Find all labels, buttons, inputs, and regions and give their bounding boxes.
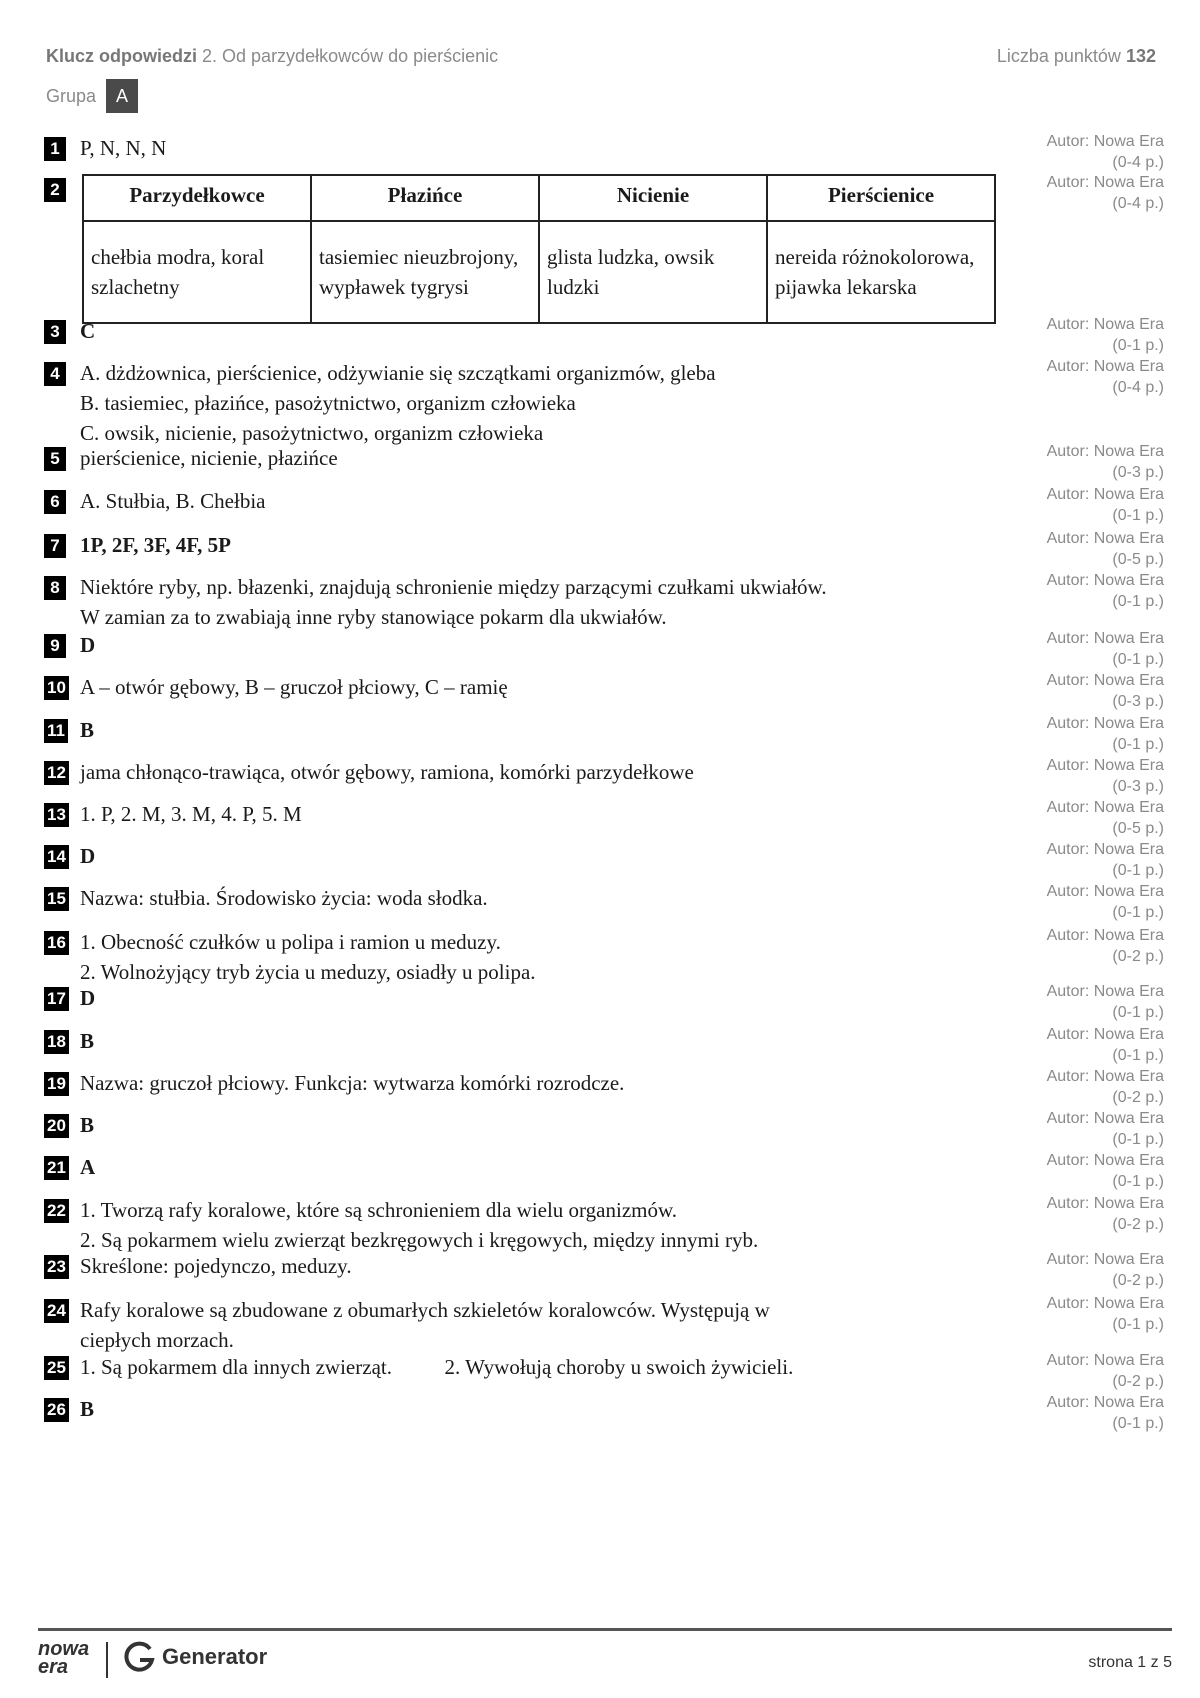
- author-points-meta: [964, 839, 1164, 881]
- table-header-cell: Parzydełkowce: [83, 175, 311, 221]
- answer-line: A. dżdżownica, pierścienice, odżywianie się szczątkami organizmów, gleba: [80, 361, 716, 385]
- answer-line: 1. Tworzą rafy koralowe, które są schronieniem dla wielu organizmów.: [80, 1198, 678, 1222]
- author-label: Autor: Nowa Era: [1046, 672, 1164, 689]
- answer-line: C. owsik, nicienie, pasożytnictwo, organizm człowieka: [80, 421, 544, 445]
- answer-text: [80, 1195, 1030, 1255]
- author-points-meta: [964, 570, 1164, 612]
- author-points-meta: [964, 881, 1164, 923]
- points-range: (0-3 p.): [1112, 464, 1164, 481]
- logo-era-text: era: [38, 1656, 69, 1678]
- title-key-label: Klucz odpowiedzi: [46, 46, 197, 66]
- question-number-badge: 20: [44, 1114, 69, 1138]
- author-label: Autor: Nowa Era: [1046, 1251, 1164, 1268]
- author-points-meta: [964, 1249, 1164, 1291]
- table-header-cell: Płazińce: [311, 175, 539, 221]
- author-label: Autor: Nowa Era: [1046, 1026, 1164, 1043]
- answer-line: A – otwór gębowy, B – gruczoł płciowy, C – ramię: [80, 675, 508, 699]
- author-points-meta: [964, 172, 1164, 214]
- answer-line: P, N, N, N: [80, 136, 167, 160]
- points-total: [997, 46, 1156, 67]
- question-number-badge: 24: [44, 1299, 69, 1323]
- table-cell: chełbia modra, koral szlachetny: [83, 221, 311, 323]
- author-label: Autor: Nowa Era: [1046, 799, 1164, 816]
- author-label: Autor: Nowa Era: [1046, 983, 1164, 1000]
- logo-separator: [106, 1642, 108, 1678]
- answer-text: [80, 1110, 1030, 1140]
- author-points-meta: [964, 797, 1164, 839]
- question-number-badge: 2: [44, 178, 66, 202]
- question-number-badge: 18: [44, 1030, 69, 1054]
- question-number-badge: 4: [44, 362, 66, 386]
- answer-text: [80, 757, 1030, 787]
- author-label: Autor: Nowa Era: [1046, 358, 1164, 375]
- points-range: (0-1 p.): [1112, 1415, 1164, 1432]
- answer-text: [80, 530, 1030, 560]
- points-range: (0-3 p.): [1112, 693, 1164, 710]
- author-label: Autor: Nowa Era: [1046, 1152, 1164, 1169]
- author-label: Autor: Nowa Era: [1046, 133, 1164, 150]
- author-label: Autor: Nowa Era: [1046, 1295, 1164, 1312]
- generator-text: Generator: [162, 1644, 268, 1669]
- author-label: Autor: Nowa Era: [1046, 1068, 1164, 1085]
- answer-text: [80, 715, 1030, 745]
- answer-line: B: [80, 1397, 95, 1421]
- question-number-badge: 26: [44, 1398, 69, 1422]
- table-header-cell: Nicienie: [539, 175, 767, 221]
- answer-text: [80, 316, 1030, 346]
- footer-divider: [38, 1628, 1172, 1631]
- answer-line: B: [80, 1029, 95, 1053]
- points-range: (0-2 p.): [1112, 1272, 1164, 1289]
- points-range: (0-4 p.): [1112, 195, 1164, 212]
- question-number-badge: 17: [44, 987, 69, 1011]
- points-range: (0-1 p.): [1112, 1316, 1164, 1333]
- author-points-meta: [964, 755, 1164, 797]
- answer-line: A. Stułbia, B. Chełbia: [80, 489, 266, 513]
- points-range: (0-5 p.): [1112, 551, 1164, 568]
- answer-text: [80, 1295, 1030, 1355]
- points-range: (0-3 p.): [1112, 778, 1164, 795]
- question-number-badge: 5: [44, 447, 66, 471]
- answer-line: Nazwa: stułbia. Środowisko życia: woda słodka.: [80, 886, 488, 910]
- question-number-badge: 21: [44, 1156, 69, 1180]
- author-label: Autor: Nowa Era: [1046, 883, 1164, 900]
- author-points-meta: [964, 314, 1164, 356]
- author-label: Autor: Nowa Era: [1046, 1352, 1164, 1369]
- answer-line: Nazwa: gruczoł płciowy. Funkcja: wytwarza komórki rozrodcze.: [80, 1071, 625, 1095]
- author-points-meta: [964, 628, 1164, 670]
- group-badge: A: [106, 79, 138, 113]
- answer-text: [80, 1152, 1030, 1182]
- group-indicator: [46, 79, 1156, 113]
- answer-text: [80, 799, 1030, 829]
- author-points-meta: [964, 528, 1164, 570]
- answer-text: [80, 1068, 1030, 1098]
- document-header: [46, 46, 1156, 113]
- author-label: Autor: Nowa Era: [1046, 841, 1164, 858]
- author-label: Autor: Nowa Era: [1046, 757, 1164, 774]
- answer-line: 1. Są pokarmem dla innych zwierząt. 2. Wywołują choroby u swoich żywicieli.: [80, 1355, 794, 1379]
- answer-line: pierścienice, nicienie, płazińce: [80, 446, 338, 470]
- points-range: (0-2 p.): [1112, 1089, 1164, 1106]
- answer-line: 1. Obecność czułków u polipa i ramion u meduzy.: [80, 930, 501, 954]
- title-topic: 2. Od parzydełkowców do pierścienic: [202, 46, 499, 66]
- author-label: Autor: Nowa Era: [1046, 572, 1164, 589]
- page-number: strona 1 z 5: [1088, 1654, 1172, 1671]
- points-range: (0-1 p.): [1112, 593, 1164, 610]
- answer-line: jama chłonąco-trawiąca, otwór gębowy, ramiona, komórki parzydełkowe: [80, 760, 694, 784]
- author-points-meta: [964, 713, 1164, 755]
- author-label: Autor: Nowa Era: [1046, 927, 1164, 944]
- answer-text: [80, 1251, 1030, 1281]
- answer-text: [80, 133, 1030, 163]
- answer-line: Rafy koralowe są zbudowane z obumarłych szkieletów koralowców. Występują w: [80, 1298, 770, 1322]
- question-number-badge: 7: [44, 534, 66, 558]
- author-label: Autor: Nowa Era: [1046, 1110, 1164, 1127]
- author-points-meta: [964, 670, 1164, 712]
- answer-line: 2. Wolnożyjący tryb życia u meduzy, osiadły u polipa.: [80, 960, 536, 984]
- answer-line: D: [80, 844, 96, 868]
- answer-text: [80, 983, 1030, 1013]
- points-range: (0-1 p.): [1112, 337, 1164, 354]
- document-title: [46, 46, 1156, 67]
- points-range: (0-2 p.): [1112, 1373, 1164, 1390]
- answer-text: [80, 841, 1030, 871]
- question-number-badge: 23: [44, 1255, 69, 1279]
- points-range: (0-1 p.): [1112, 1047, 1164, 1064]
- answer-line: 1. P, 2. M, 3. M, 4. P, 5. M: [80, 802, 302, 826]
- answer-line: W zamian za to zwabiają inne ryby stanowiące pokarm dla ukwiałów.: [80, 605, 667, 629]
- table-cell: tasiemiec nieuzbrojony, wypławek tygrysi: [311, 221, 539, 323]
- author-points-meta: [964, 1024, 1164, 1066]
- answer-text: [80, 1352, 1030, 1382]
- question-number-badge: 16: [44, 931, 69, 955]
- points-range: (0-1 p.): [1112, 736, 1164, 753]
- generator-logo: [122, 1640, 267, 1674]
- answer-text: [80, 486, 1030, 516]
- points-range: (0-1 p.): [1112, 1173, 1164, 1190]
- question-number-badge: 11: [44, 719, 68, 743]
- answer-text: [80, 1026, 1030, 1056]
- answer-line: Niektóre ryby, np. błazenki, znajdują schronienie między parzącymi czułkami ukwiałów.: [80, 575, 827, 599]
- logo-nowa-text: nowa: [38, 1638, 90, 1660]
- author-points-meta: [964, 484, 1164, 526]
- author-label: Autor: Nowa Era: [1046, 486, 1164, 503]
- answer-text: [80, 672, 1030, 702]
- points-range: (0-2 p.): [1112, 948, 1164, 965]
- points-range: (0-5 p.): [1112, 820, 1164, 837]
- author-label: Autor: Nowa Era: [1046, 316, 1164, 333]
- footer: [38, 1640, 1172, 1690]
- author-points-meta: [964, 1392, 1164, 1434]
- group-label: Grupa: [46, 85, 97, 106]
- answer-text: [80, 630, 1030, 660]
- question-number-badge: 19: [44, 1072, 69, 1096]
- points-range: (0-1 p.): [1112, 651, 1164, 668]
- table-cell: glista ludzka, owsik ludzki: [539, 221, 767, 323]
- author-label: Autor: Nowa Era: [1046, 174, 1164, 191]
- answer-line: B: [80, 718, 95, 742]
- points-range: (0-1 p.): [1112, 904, 1164, 921]
- author-points-meta: [964, 1150, 1164, 1192]
- answer-text: [80, 443, 1030, 473]
- answer-text: [80, 927, 1030, 987]
- answer-line: C: [80, 319, 96, 343]
- nowa-era-logo: [38, 1640, 89, 1676]
- author-points-meta: [964, 356, 1164, 398]
- question-number-badge: 15: [44, 887, 69, 911]
- author-points-meta: [964, 981, 1164, 1023]
- author-label: Autor: Nowa Era: [1046, 715, 1164, 732]
- points-range: (0-4 p.): [1112, 379, 1164, 396]
- author-label: Autor: Nowa Era: [1046, 1195, 1164, 1212]
- question-number-badge: 10: [44, 676, 69, 700]
- generator-g-icon: [122, 1640, 156, 1674]
- points-range: (0-1 p.): [1112, 1004, 1164, 1021]
- answer-line: B. tasiemiec, płazińce, pasożytnictwo, organizm człowieka: [80, 391, 576, 415]
- classification-table: [82, 174, 996, 324]
- answer-text: [80, 358, 1030, 448]
- question-number-badge: 9: [44, 634, 66, 658]
- answer-line: A: [80, 1155, 96, 1179]
- question-number-badge: 8: [44, 576, 66, 600]
- points-range: (0-1 p.): [1112, 507, 1164, 524]
- author-points-meta: [964, 1108, 1164, 1150]
- answer-line: D: [80, 633, 96, 657]
- author-label: Autor: Nowa Era: [1046, 1394, 1164, 1411]
- points-label: Liczba punktów: [996, 46, 1121, 66]
- author-points-meta: [964, 131, 1164, 173]
- author-points-meta: [964, 1293, 1164, 1335]
- question-number-badge: 22: [44, 1199, 69, 1223]
- answer-text: [80, 572, 1030, 632]
- question-number-badge: 6: [44, 490, 66, 514]
- author-points-meta: [964, 1193, 1164, 1235]
- points-range: (0-4 p.): [1112, 154, 1164, 171]
- question-number-badge: 14: [44, 845, 69, 869]
- points-range: (0-1 p.): [1112, 1131, 1164, 1148]
- answer-text: [80, 883, 1030, 913]
- author-label: Autor: Nowa Era: [1046, 530, 1164, 547]
- table-header-cell: Pierścienice: [767, 175, 995, 221]
- answer-line: Skreślone: pojedynczo, meduzy.: [80, 1254, 352, 1278]
- author-points-meta: [964, 441, 1164, 483]
- question-number-badge: 1: [44, 137, 66, 161]
- table-cell: nereida różnokolorowa, pijawka lekarska: [767, 221, 995, 323]
- answer-line: B: [80, 1113, 95, 1137]
- answer-line: 2. Są pokarmem wielu zwierząt bezkręgowych i kręgowych, między innymi ryb.: [80, 1228, 759, 1252]
- author-label: Autor: Nowa Era: [1046, 630, 1164, 647]
- question-number-badge: 25: [44, 1356, 69, 1380]
- author-points-meta: [964, 925, 1164, 967]
- answer-line: 1P, 2F, 3F, 4F, 5P: [80, 533, 231, 557]
- answer-line: ciepłych morzach.: [80, 1328, 234, 1352]
- question-number-badge: 3: [44, 320, 66, 344]
- question-number-badge: 12: [44, 761, 69, 785]
- author-points-meta: [964, 1066, 1164, 1108]
- author-points-meta: [964, 1350, 1164, 1392]
- question-number-badge: 13: [44, 803, 69, 827]
- points-range: (0-1 p.): [1112, 862, 1164, 879]
- author-label: Autor: Nowa Era: [1046, 443, 1164, 460]
- answer-text: [80, 1394, 1030, 1424]
- answer-line: D: [80, 986, 96, 1010]
- points-range: (0-2 p.): [1112, 1216, 1164, 1233]
- points-value: 132: [1125, 46, 1156, 66]
